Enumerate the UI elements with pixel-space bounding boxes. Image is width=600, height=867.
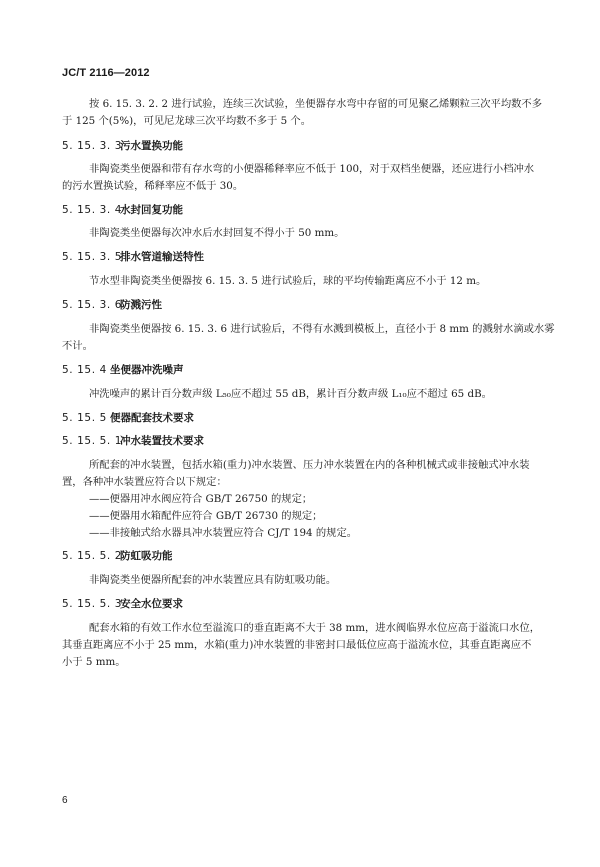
paragraph-line: 节水型非陶瓷类坐便器按 6. 15. 3. 5 进行试验后，球的平均传输距离应不小于 12 m。	[89, 275, 487, 287]
section-title: 水封回复功能	[120, 204, 183, 216]
paragraph-line: 置，各种冲水装置应符合以下规定：	[62, 476, 227, 488]
paragraph-line: 非陶瓷类坐便器每次冲水后水封回复不得小于 50 mm。	[89, 227, 345, 239]
section-number: 5. 15. 3. 5	[62, 251, 123, 263]
paragraph-line: 其垂直距离应不小于 25 mm，水箱(重力)冲水装置的非密封口最低位应高于溢流水位，其垂直距离应不	[62, 639, 532, 651]
section-title: 坐便器冲洗噪声	[110, 364, 184, 376]
section-number: 5. 15. 3. 6	[62, 299, 123, 311]
section-number: 5. 15. 3. 4	[62, 204, 123, 216]
page-number: 6	[62, 795, 68, 806]
section-title: 污水置换功能	[120, 140, 183, 152]
section-heading-5-15-4	[62, 363, 184, 378]
paragraph-line: 按 6. 15. 3. 2. 2 进行试验，连续三次试验，坐便器存水弯中存留的可见聚乙烯颗粒三次平均数不多	[89, 98, 543, 110]
section-title: 冲水装置技术要求	[120, 435, 204, 447]
list-item: ——便器用冲水阀应符合 GB/T 26750 的规定；	[89, 493, 313, 505]
paragraph-line: 非陶瓷类坐便器按 6. 15. 3. 6 进行试验后，不得有水溅到模板上，直径小于 8 mm 的溅射水滴或水雾	[89, 323, 555, 335]
section-number: 5. 15. 4	[62, 364, 107, 376]
section-heading-5-15-3-5	[62, 250, 204, 265]
paragraph-line: 冲洗噪声的累计百分数声级 L₅₀应不超过 55 dB，累计百分数声级 L₁₀应不超过 65 dB。	[89, 388, 492, 400]
section-heading-5-15-3-6	[62, 298, 162, 313]
section-heading-5-15-5-1	[62, 434, 204, 449]
section-heading-5-15-5-2	[62, 549, 173, 564]
list-item: ——便器用水箱配件应符合 GB/T 26730 的规定；	[89, 510, 323, 522]
paragraph-line: 小于 5 mm。	[62, 656, 126, 668]
section-heading-5-15-5-3	[62, 597, 183, 612]
standard-id: JC/T 2116—2012	[62, 67, 150, 79]
paragraph-line: 非陶瓷类坐便器和带有存水弯的小便器稀释率应不低于 100，对于双档坐便器，还应进行小档冲水	[89, 163, 535, 175]
paragraph-line: 不计。	[62, 340, 93, 352]
list-item: ——非接触式给水器具冲水装置应符合 CJ/T 194 的规定。	[89, 527, 358, 539]
section-number: 5. 15. 5. 3	[62, 598, 123, 610]
section-title: 防溅污性	[120, 299, 162, 311]
section-title: 防虹吸功能	[120, 550, 173, 562]
section-title: 便器配套技术要求	[110, 412, 194, 424]
paragraph-line: 所配套的冲水装置，包括水箱(重力)冲水装置、压力冲水装置在内的各种机械式或非接触式冲水装	[89, 459, 530, 471]
section-title: 安全水位要求	[120, 598, 183, 610]
paragraph-line: 于 125 个(5%)，可见尼龙球三次平均数不多于 5 个。	[62, 115, 312, 127]
section-title: 排水管道输送特性	[120, 251, 204, 263]
section-number: 5. 15. 5. 1	[62, 435, 123, 447]
section-number: 5. 15. 5. 2	[62, 550, 123, 562]
section-heading-5-15-3-3	[62, 139, 183, 154]
section-number: 5. 15. 5	[62, 412, 107, 424]
paragraph-line: 非陶瓷类坐便器所配套的冲水装置应具有防虹吸功能。	[89, 574, 337, 586]
section-heading-5-15-5	[62, 411, 194, 426]
paragraph-line: 的污水置换试验，稀释率应不低于 30。	[62, 180, 244, 192]
paragraph-line: 配套水箱的有效工作水位至溢流口的垂直距离不大于 38 mm，进水阀临界水位应高于溢流口水位，	[89, 622, 541, 634]
section-number: 5. 15. 3. 3	[62, 140, 123, 152]
section-heading-5-15-3-4	[62, 203, 183, 218]
